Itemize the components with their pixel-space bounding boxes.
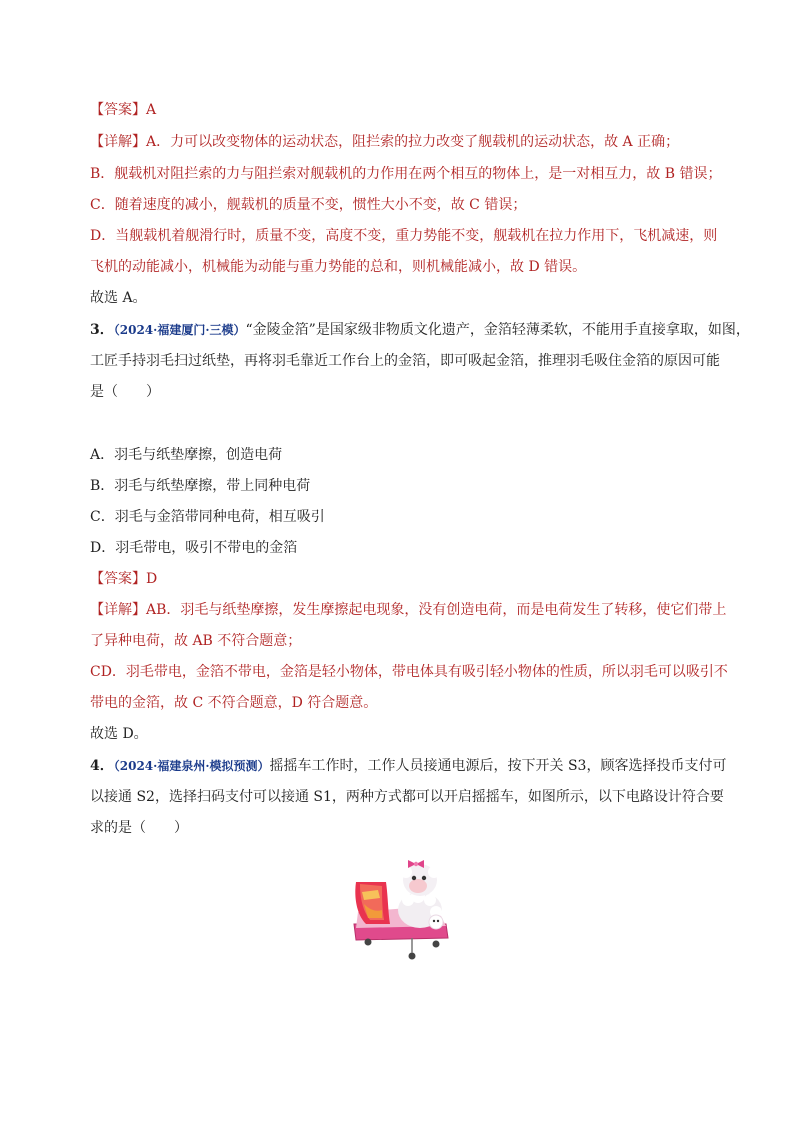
q3-detail-line-1	[90, 600, 726, 620]
detail-text: A．力可以改变物体的运动状态，阻拦索的拉力改变了舰载机的运动状态，故 A 正确；	[146, 134, 680, 150]
question-source: （2024·福建厦门·三模）	[113, 323, 246, 337]
q3-detail-line-2: 了异种电荷，故 AB 不符合题意；	[90, 633, 302, 649]
q3-stem-line-1	[90, 320, 750, 340]
question-source: （2024·福建泉州·模拟预测）	[113, 759, 270, 773]
q3-option-a: A．羽毛与纸垫摩擦，创造电荷	[90, 447, 283, 463]
q3-detail-line-4: 带电的金箔，故 C 不符合题意，D 符合题意。	[90, 695, 378, 711]
q2-detail-line-2: B．舰载机对阻拦索的力与阻拦索对舰载机的力作用在两个相互的物体上，是一对相互力，故 B 错误；	[90, 166, 722, 182]
q4-stem-line-3: 求的是（ ）	[90, 820, 188, 836]
q3-detail-line-3: CD．羽毛带电，金箔不带电，金箔是轻小物体，带电体具有吸引轻小物体的性质，所以羽毛可以吸引不	[90, 664, 728, 680]
question-number: 3．	[90, 322, 114, 338]
answer-value: A	[146, 102, 157, 118]
answer-tag: 【答案】	[90, 102, 146, 118]
q3-answer-line	[90, 569, 157, 589]
detail-text: AB．羽毛与纸垫摩擦，发生摩擦起电现象，没有创造电荷，而是电荷发生了转移，使它们带上	[146, 602, 727, 618]
q2-detail-line-1	[90, 132, 679, 152]
q2-detail-line-5: 飞机的动能减小，机械能为动能与重力势能的总和，则机械能减小，故 D 错误。	[90, 259, 587, 275]
detail-tag: 【详解】	[90, 602, 146, 618]
q3-stem-line-2: 工匠手持羽毛扫过纸垫，再将羽毛靠近工作台上的金箔，即可吸起金箔，推理羽毛吸住金箔的原因可能	[90, 353, 720, 369]
q4-stem-line-1	[90, 756, 726, 776]
rocking-car-image	[348, 852, 460, 962]
q3-stem-line-3: 是（ ）	[90, 384, 160, 400]
q4-stem-line-2: 以接通 S2，选择扫码支付可以接通 S1，两种方式都可以开启摇摇车，如图所示，以下电路设计符合要	[90, 789, 724, 805]
q2-detail-line-4: D．当舰载机着舰滑行时，质量不变，高度不变，重力势能不变，舰载机在拉力作用下，飞机减速，则	[90, 228, 718, 244]
question-number: 4．	[90, 758, 114, 774]
q2-answer-line	[90, 100, 156, 120]
answer-value: D	[146, 571, 158, 587]
q3-option-c: C．羽毛与金箔带同种电荷，相互吸引	[90, 509, 325, 525]
detail-tag: 【详解】	[90, 134, 146, 150]
q2-detail-line-3: C．随着速度的减小，舰载机的质量不变，惯性大小不变，故 C 错误；	[90, 197, 527, 213]
q3-option-d: D．羽毛带电，吸引不带电的金箔	[90, 540, 298, 556]
q3-conclusion: 故选 D。	[90, 726, 148, 742]
stem-text: 摇摇车工作时，工作人员接通电源后，按下开关 S3，顾客选择投币支付可	[269, 758, 727, 774]
q2-conclusion: 故选 A。	[90, 290, 147, 306]
q3-option-b: B．羽毛与纸垫摩擦，带上同种电荷	[90, 478, 311, 494]
answer-tag: 【答案】	[90, 571, 146, 587]
stem-text: “金陵金箔”是国家级非物质文化遗产，金箔轻薄柔软，不能用手直接拿取，如图，	[245, 322, 750, 338]
